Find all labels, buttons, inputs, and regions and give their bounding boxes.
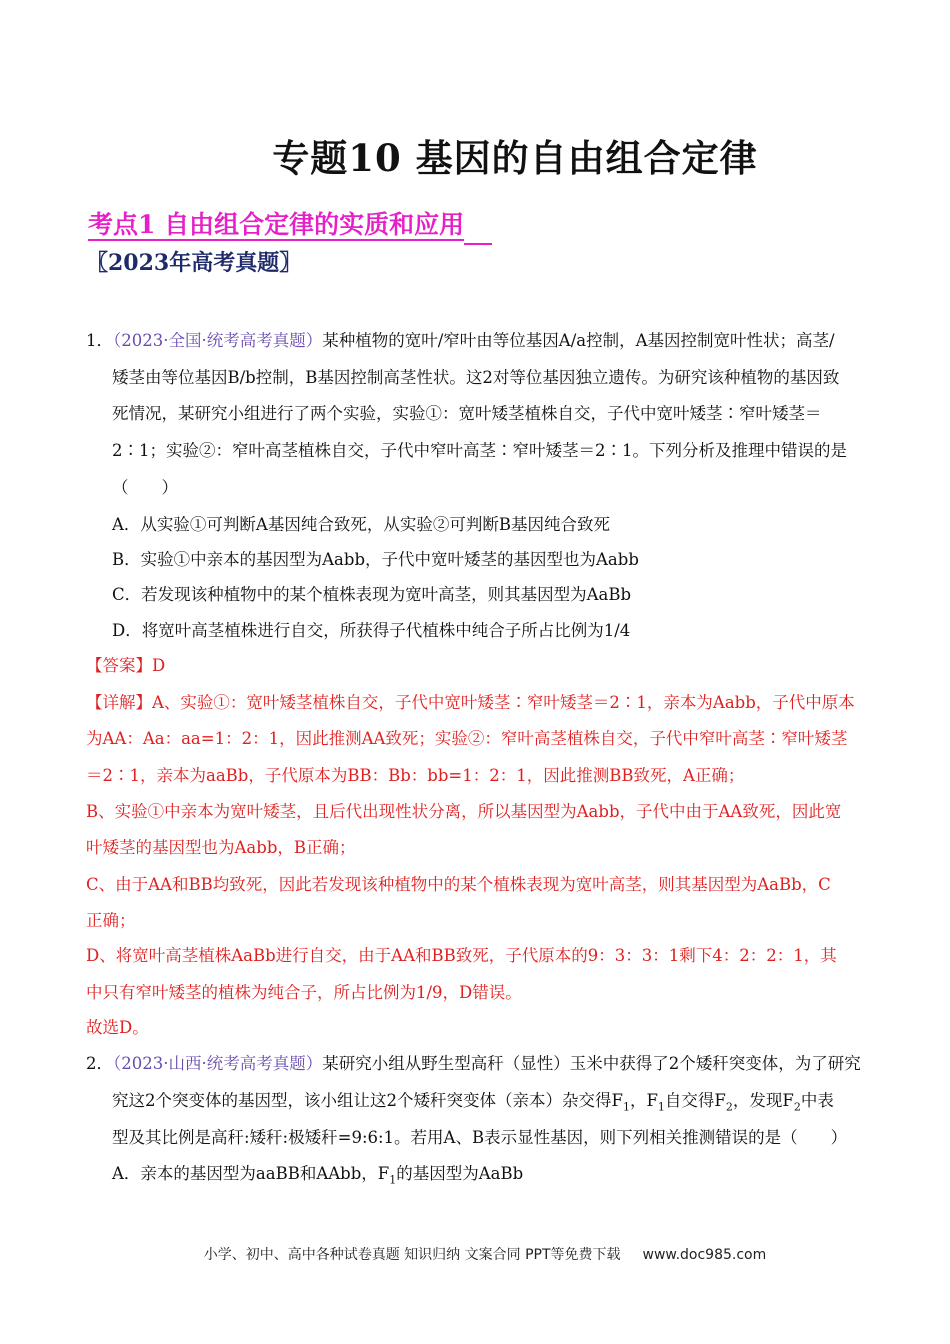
question-source: （2023·山西·统考高考真题）: [113, 1054, 323, 1073]
explanation-line: 正确；: [86, 911, 136, 930]
answer: 【答案】D: [86, 656, 166, 675]
year-heading: 〖2023年高考真题〗: [86, 250, 302, 276]
question-text: 某研究小组从野生型高秆（显性）玉米中获得了2个矮秆突变体，为了研究: [322, 1054, 861, 1073]
question-text-line: 究这2个突变体的基因型，该小组让这2个矮秆突变体（亲本）杂交得$F_1$，$F_1$自交得$F_2$，发现$F_2$中表: [112, 1091, 834, 1114]
footer: [0, 1244, 950, 1264]
explanation-line: B、实验①中亲本为宽叶矮茎，且后代出现性状分离，所以基因型为Aabb，子代中由于AA致死，因此宽: [86, 802, 842, 821]
option-c: C．若发现该种植物中的某个植株表现为宽叶高茎，则其基因型为AaBb: [112, 585, 632, 604]
explanation-line: D、将宽叶高茎植株AaBb进行自交，由于AA和BB致死，子代原本的9：3：3：1剩下4：2：2：1，其: [86, 946, 837, 965]
question-number: 2．: [86, 1054, 113, 1073]
explanation-line: 叶矮茎的基因型也为Aabb，B正确；: [86, 838, 356, 857]
page-title: 专题10 基因的自由组合定律: [272, 136, 758, 180]
explanation-line: 为AA：Aa：aa=1：2：1，因此推测AA致死；实验②：窄叶高茎植株自交，子代中窄叶高茎∶窄叶矮茎: [86, 729, 848, 748]
footer-link[interactable]: www.doc985.com: [642, 1247, 767, 1263]
explanation-line: C、由于AA和BB均致死，因此若发现该种植物中的某个植株表现为宽叶高茎，则其基因型为AaBb，C: [86, 875, 831, 894]
explanation-line: 中只有窄叶矮茎的植株为纯合子，所占比例为1/9，D错误。: [86, 983, 522, 1002]
option-b: B．实验①中亲本的基因型为Aabb，子代中宽叶矮茎的基因型也为Aabb: [112, 550, 639, 569]
question-source: （2023·全国·统考高考真题）: [113, 331, 323, 350]
question-2: [86, 1053, 861, 1075]
question-number: 1．: [86, 331, 113, 350]
question-text-line: （ ）: [112, 478, 178, 497]
option-a: A．亲本的基因型为aaBB和AAbb，$F_1$的基因型为AaBb: [112, 1164, 524, 1187]
question-text-line: 死情况，某研究小组进行了两个实验，实验①：宽叶矮茎植株自交，子代中宽叶矮茎∶窄叶矮茎＝: [112, 404, 822, 423]
explanation-line: 【详解】A、实验①：宽叶矮茎植株自交，子代中宽叶矮茎∶窄叶矮茎＝2∶1，亲本为Aabb，子代中原本: [86, 693, 855, 712]
explanation-line: ＝2∶1，亲本为aaBb，子代原本为BB：Bb：bb=1：2：1，因此推测BB致死，A正确；: [86, 766, 745, 785]
conclusion: 故选D。: [86, 1018, 149, 1037]
question-text-line: 型及其比例是高秆:矮秆:极矮秆=9:6:1。若用A、B表示显性基因，则下列相关推测错误的是（ ）: [112, 1128, 848, 1147]
section-heading: 考点1 自由组合定律的实质和应用: [88, 205, 492, 241]
option-d: D．将宽叶高茎植株进行自交，所获得子代植株中纯合子所占比例为1/4: [112, 621, 631, 640]
question-1: [86, 330, 835, 352]
question-text-line: 矮茎由等位基因B/b控制，B基因控制高茎性状。这2对等位基因独立遗传。为研究该种植物的基因致: [112, 368, 840, 387]
footer-text: 小学、初中、高中各种试卷真题 知识归纳 文案合同 PPT等免费下载: [203, 1247, 621, 1263]
question-text-line: 2∶1；实验②：窄叶高茎植株自交，子代中窄叶高茎∶窄叶矮茎＝2∶1。下列分析及推理中错误的是: [112, 441, 847, 460]
question-text: 某种植物的宽叶/窄叶由等位基因A/a控制，A基因控制宽叶性状；高茎/: [322, 331, 835, 350]
option-a: A．从实验①可判断A基因纯合致死，从实验②可判断B基因纯合致死: [112, 515, 610, 534]
